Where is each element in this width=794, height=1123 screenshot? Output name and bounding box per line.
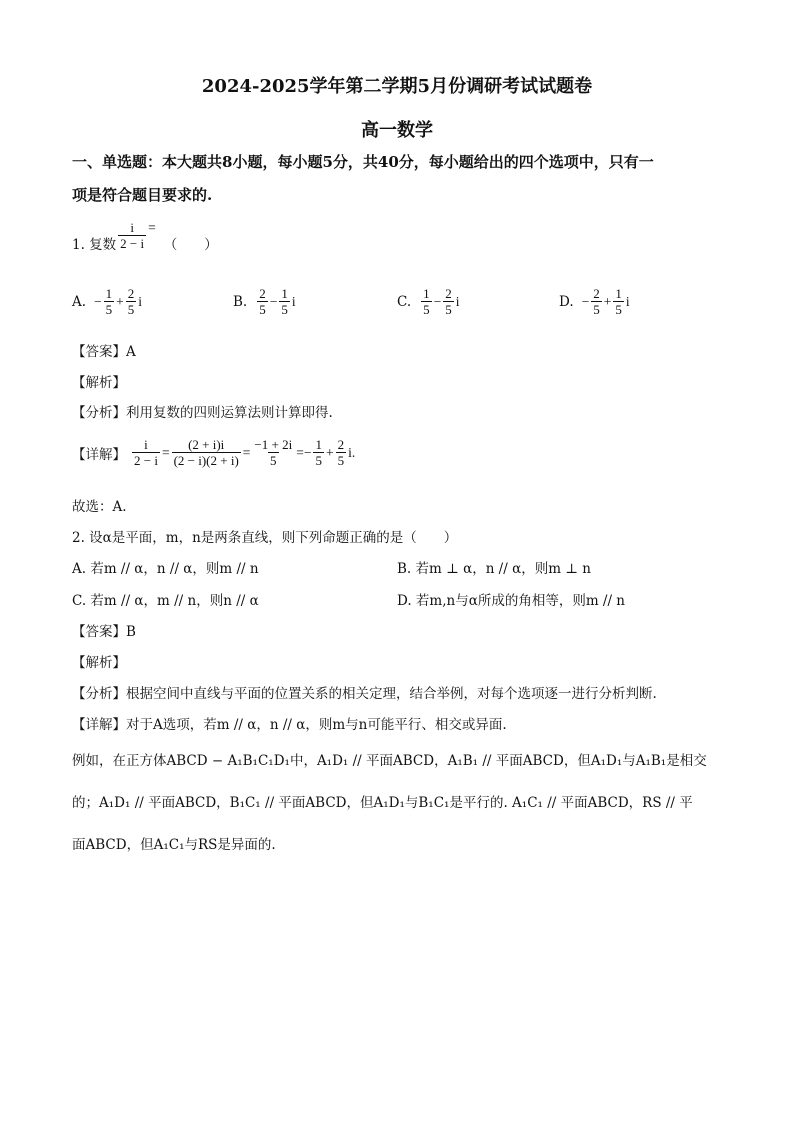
- q1-analysis-heading: 【解析】: [72, 375, 126, 391]
- q2-fenxi: 【分析】根据空间中直线与平面的位置关系的相关定理，结合举例，对每个选项逐一进行分析判断.: [72, 686, 657, 702]
- option-b-n2: 1: [281, 286, 288, 301]
- option-c-d2: 5: [445, 302, 452, 317]
- option-a-d2: 5: [127, 302, 135, 317]
- q1-frac-den: 2 − i: [120, 235, 145, 251]
- option-c-op: −: [433, 293, 442, 309]
- option-c-n2: 2: [445, 286, 452, 301]
- d-f2n: (2 + i)i: [188, 437, 225, 452]
- option-a-d1: 5: [105, 302, 113, 317]
- option-a-n2: 2: [127, 286, 135, 301]
- q2-option-b[interactable]: B. 若m ⊥ α，n // α，则m ⊥ n: [397, 561, 591, 577]
- q1-option-d[interactable]: [559, 286, 630, 317]
- q2-detail: 【详解】对于A选项，若m // α，n // α，则m与n可能平行、相交或异面.: [72, 717, 507, 733]
- exam-title: 2024-2025学年第二学期5月份调研考试试题卷: [201, 76, 593, 97]
- q1-fraction: [118, 220, 146, 251]
- option-d-label: D.: [559, 293, 574, 310]
- option-d-d1: 5: [593, 302, 600, 317]
- option-c-i: i: [455, 293, 460, 309]
- d-f3d: 5: [270, 453, 277, 468]
- option-c-label: C.: [397, 293, 412, 310]
- question-1-stem: [72, 217, 218, 253]
- d-f1n: i: [144, 437, 148, 452]
- option-a-sign: −: [94, 293, 102, 309]
- option-b-d2: 5: [281, 302, 288, 317]
- option-a-op: +: [116, 293, 124, 309]
- q2-option-a[interactable]: A. 若m // α，n // α，则m // n: [72, 561, 259, 577]
- q2-option-c[interactable]: C. 若m // α，m // n，则n // α: [72, 593, 259, 609]
- q2-example-line-2: 的；A₁D₁ // 平面ABCD，B₁C₁ // 平面ABCD，但A₁D₁与B₁C₁是平行的. A₁C₁ // 平面ABCD，RS // 平: [72, 795, 693, 811]
- q2-example-line-1: 例如，在正方体ABCD − A₁B₁C₁D₁中，A₁D₁ // 平面ABCD，A₁B₁ // 平面ABCD，但A₁D₁与A₁B₁是相交: [72, 753, 707, 769]
- d-minus: −: [303, 444, 312, 460]
- option-b-i: i: [291, 293, 296, 309]
- option-a-label: A.: [72, 293, 87, 310]
- q1-answer: 【答案】A: [72, 344, 136, 360]
- d-plus: +: [325, 444, 334, 460]
- d-end: .: [351, 444, 356, 460]
- section-heading-line1: 一、单选题：本大题共8小题，每小题5分，共40分，每小题给出的四个选项中，只有一: [72, 153, 654, 171]
- q1-option-b[interactable]: [233, 286, 296, 317]
- option-b-op: −: [269, 293, 278, 309]
- option-d-sign: −: [581, 293, 590, 309]
- d-i: i: [348, 444, 352, 460]
- q1-option-c[interactable]: [397, 286, 460, 317]
- q1-prefix: 1. 复数: [72, 237, 117, 253]
- q2-analysis-heading: 【解析】: [72, 655, 126, 671]
- q1-eq: =: [148, 220, 156, 235]
- question-2-stem: 2. 设α是平面，m，n是两条直线，则下列命题正确的是（ ）: [72, 530, 458, 546]
- option-d-n2: 1: [615, 286, 622, 301]
- q1-blank: （ ）: [163, 237, 218, 253]
- option-c-n1: 1: [423, 286, 430, 301]
- q1-option-a[interactable]: [72, 286, 142, 317]
- d-f3n: −1 + 2i: [254, 437, 293, 452]
- q2-option-d[interactable]: D. 若m,n与α所成的角相等，则m // n: [397, 593, 626, 609]
- q1-detail-label: 【详解】: [72, 446, 126, 463]
- q1-fenxi: 【分析】利用复数的四则运算法则计算即得.: [72, 405, 333, 421]
- option-b-label: B.: [233, 293, 248, 310]
- option-a-n1: 1: [105, 286, 113, 301]
- option-b-n1: 2: [259, 286, 266, 301]
- option-d-d2: 5: [615, 302, 622, 317]
- option-b-d1: 5: [259, 302, 266, 317]
- q1-frac-num: i: [130, 219, 134, 235]
- d-f4n: 1: [315, 437, 322, 452]
- q1-detail: [72, 437, 355, 468]
- option-d-i: i: [625, 293, 630, 309]
- option-d-op: +: [603, 293, 612, 309]
- q2-example-line-3: 面ABCD，但A₁C₁与RS是异面的.: [72, 837, 276, 853]
- d-eq2: =: [242, 444, 251, 460]
- q1-conclusion: 故选：A.: [72, 499, 127, 515]
- subject-title: 高一数学: [361, 120, 433, 141]
- q2-answer: 【答案】B: [72, 624, 136, 640]
- d-f1d: 2 − i: [134, 453, 158, 468]
- section-heading-line2: 项是符合题目要求的.: [72, 186, 213, 204]
- d-eq3: =: [296, 444, 304, 460]
- d-f4d: 5: [315, 453, 322, 468]
- d-eq1: =: [161, 444, 170, 460]
- d-f2d: (2 − i)(2 + i): [173, 453, 239, 468]
- option-c-d1: 5: [423, 302, 430, 317]
- d-f5n: 2: [337, 437, 345, 452]
- d-f5d: 5: [337, 453, 345, 468]
- option-d-n1: 2: [593, 286, 600, 301]
- option-a-i: i: [138, 293, 143, 309]
